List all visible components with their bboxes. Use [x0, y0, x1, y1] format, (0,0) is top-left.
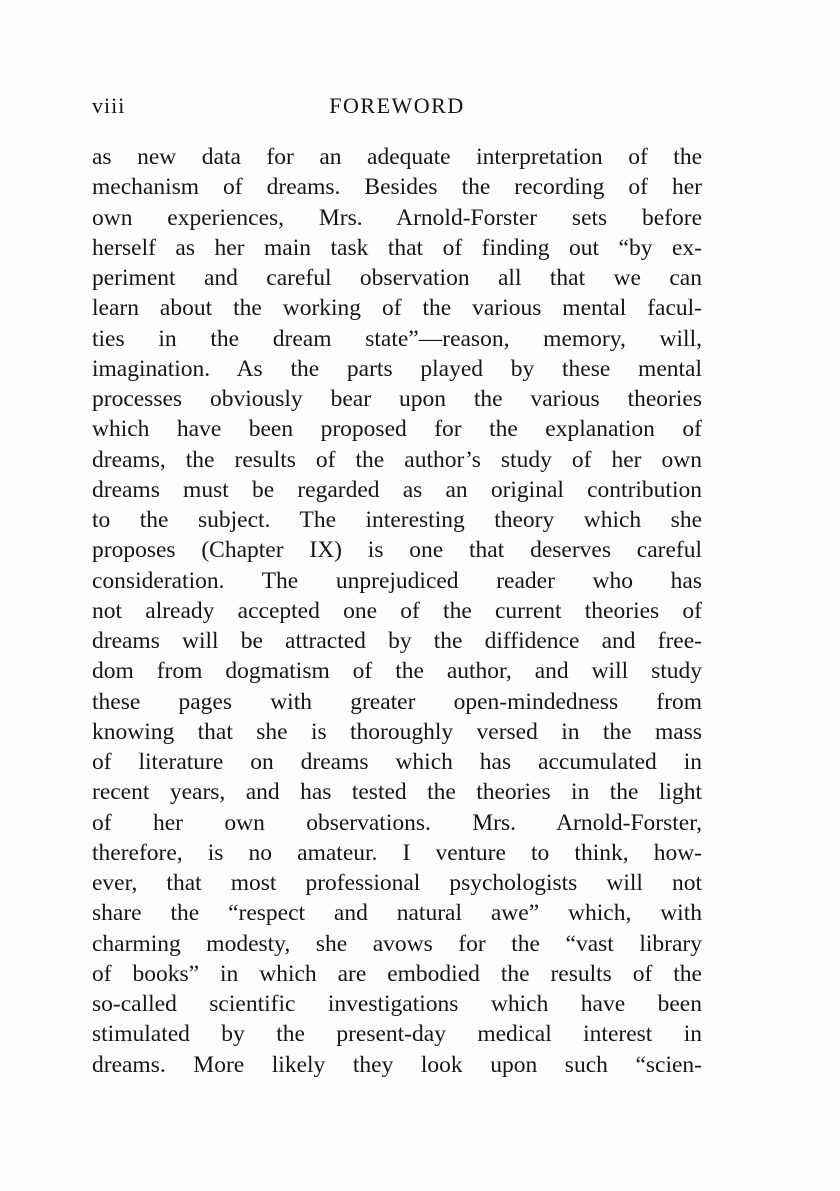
text-line: not already accepted one of the current theories of	[92, 597, 702, 624]
text-line: processes obviously bear upon the various theories	[92, 386, 702, 412]
text-line: mechanism of dreams. Besides the recording of her	[92, 174, 702, 201]
text-line: of her own observations. Mrs. Arnold-Forster,	[92, 809, 702, 836]
text-line: dreams. More likely they look upon such “scien-	[92, 1051, 702, 1078]
page-number: viii	[92, 93, 126, 118]
text-line: dom from dogmatism of the author, and will study	[92, 658, 702, 685]
text-line: stimulated by the present-day medical interest in	[92, 1021, 702, 1048]
text-line: dreams, the results of the author’s study of her own	[92, 446, 702, 473]
text-line: dreams must be regarded as an original contribution	[92, 476, 702, 503]
text-line: so-called scientific investigations which have been	[92, 991, 702, 1017]
text-line: ever, that most professional psychologists will not	[92, 870, 702, 896]
text-line: of books” in which are embodied the results of the	[92, 960, 702, 987]
text-line: ties in the dream state”—reason, memory, will,	[92, 325, 702, 352]
text-line: own experiences, Mrs. Arnold-Forster sets before	[92, 204, 702, 231]
text-line: knowing that she is thoroughly versed in the mass	[92, 718, 702, 745]
text-line: therefore, is no amateur. I venture to think, how-	[92, 839, 702, 866]
text-line: these pages with greater open-mindedness from	[92, 688, 702, 715]
body-text	[92, 142, 702, 1080]
text-line: share the “respect and natural awe” which, with	[92, 900, 702, 927]
text-line: learn about the working of the various mental facul-	[92, 295, 702, 322]
text-line: charming modesty, she avows for the “vast library	[92, 930, 702, 957]
running-head: FOREWORD	[329, 93, 465, 118]
text-line: as new data for an adequate interpretation of the	[92, 144, 702, 170]
text-line: imagination. As the parts played by these mental	[92, 355, 702, 382]
text-line: herself as her main task that of finding out “by ex-	[92, 234, 702, 261]
text-line: proposes (Chapter IX) is one that deserves careful	[92, 537, 702, 564]
text-line: of literature on dreams which has accumulated in	[92, 749, 702, 775]
text-line: dreams will be attracted by the diffidence and free-	[92, 628, 702, 654]
text-line: recent years, and has tested the theories in the light	[92, 779, 702, 806]
page-header	[92, 93, 702, 123]
text-line: periment and careful observation all that we can	[92, 265, 702, 291]
text-line: consideration. The unprejudiced reader who has	[92, 567, 702, 594]
text-line: to the subject. The interesting theory which she	[92, 507, 702, 533]
text-line: which have been proposed for the explanation of	[92, 416, 702, 443]
